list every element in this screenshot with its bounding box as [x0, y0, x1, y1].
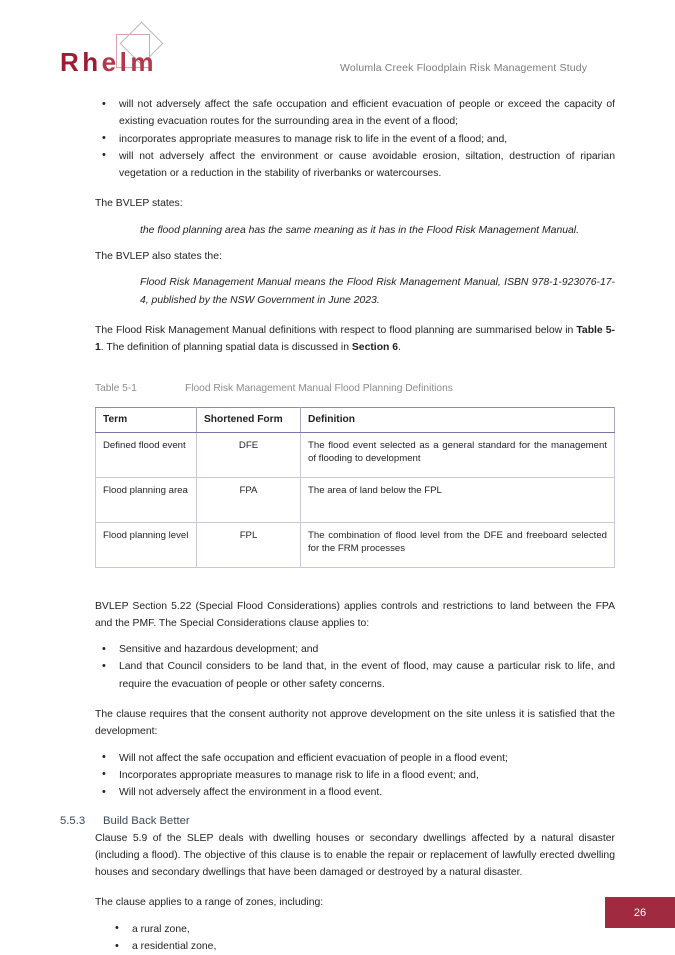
table-cell-short: FPA: [197, 477, 301, 522]
table-cell-short: DFE: [197, 432, 301, 477]
spacer: [0, 265, 675, 274]
list-item: • a rural zone,: [0, 921, 675, 938]
section-heading-build-back-better: [0, 815, 675, 827]
list-item: • incorporates appropriate measures to manage risk to life in the event of a flood; and,: [0, 131, 675, 148]
logo-wordmark: [60, 49, 157, 75]
table-header-term: Term: [96, 407, 197, 432]
list-item: • Land that Council considers to be land that, in the event of flood, may cause a particular risk to life, and require the evacuation of people or other safety concerns.: [0, 658, 675, 693]
spacer: [0, 213, 675, 222]
table-row: [96, 522, 615, 567]
bullet-list-zones: [0, 921, 675, 955]
definitions-table: [95, 407, 615, 568]
paragraph-bvlep-states: The BVLEP states:: [95, 198, 183, 210]
paragraph-definitions-summary: [0, 322, 675, 357]
paragraph-clause-59: Clause 5.9 of the SLEP deals with dwelling houses or secondary dwellings affected by a natural disaster (including a flood). The objective of this clause is to enable the repair or replacement of lawfully erected dwelling houses and secondary dwellings that have been damaged or destroyed by a natural disaster.: [95, 832, 615, 879]
list-item: • will not adversely affect the environment or cause avoidable erosion, siltation, destruction of riparian vegetation or a reduction in the stability of riverbanks or watercourses.: [0, 148, 675, 183]
spacer: [0, 357, 675, 374]
list-item: • a residential zone,: [0, 938, 675, 955]
spacer: [0, 309, 675, 322]
table-cell-definition: The combination of flood level from the DFE and freeboard selected for the FRM processes: [301, 522, 615, 567]
list-item: • Will not affect the safe occupation and efficient evacuation of people in a flood event;: [0, 750, 675, 767]
table-cell-definition: The flood event selected as a general standard for the management of flooding to development: [301, 432, 615, 477]
logo-letter-m: m: [130, 47, 157, 77]
table-caption-number: Table 5-1: [95, 382, 137, 394]
table-header-row: [96, 407, 615, 432]
quote-flood-planning-area: the flood planning area has the same meaning as it has in the Flood Risk Management Manual.: [140, 224, 579, 236]
spacer: [0, 374, 675, 383]
table-caption: [0, 383, 675, 394]
list-item: • Incorporates appropriate measures to manage risk to life in a flood event; and,: [0, 767, 675, 784]
logo-letter-r: R: [60, 47, 83, 77]
spacer: [0, 182, 675, 195]
list-item: • Sensitive and hazardous development; and: [0, 641, 675, 658]
table-row: [96, 477, 615, 522]
spacer: [0, 585, 675, 598]
table-cell-term: Defined flood event: [96, 432, 197, 477]
spacer: [0, 802, 675, 815]
page-content: [0, 96, 675, 955]
table-cell-term: Flood planning area: [96, 477, 197, 522]
logo-letter-h: h: [82, 47, 102, 77]
quote-frmm-definition: Flood Risk Management Manual means the Flood Risk Management Manual, ISBN 978-1-923076-17-4, published by the NSW Government in June 2023.: [140, 277, 615, 306]
paragraph-clause-requires: The clause requires that the consent authority not approve development on the site unless it is satisfied that the development:: [95, 709, 615, 738]
table-cell-term: Flood planning level: [96, 522, 197, 567]
table-reference: Table 5-1: [95, 324, 616, 354]
header-document-title: Wolumla Creek Floodplain Risk Management Study: [340, 62, 588, 74]
definitions-text-part-3: .: [398, 342, 401, 354]
bullet-list-special-considerations: [0, 641, 675, 693]
table-header-shortened-form: Shortened Form: [197, 407, 301, 432]
bullet-list-clause-requirements: [0, 750, 675, 802]
spacer: [0, 239, 675, 248]
page-number-badge: 26: [605, 897, 675, 928]
page-header: [0, 0, 675, 96]
spacer: [0, 881, 675, 894]
spacer: [0, 912, 675, 921]
list-item: • will not adversely affect the safe occupation and efficient evacuation of people or exceed the capacity of existing evacuation routes for the surrounding area in the event of a flood;: [0, 96, 675, 131]
definitions-table-wrapper: [0, 407, 675, 568]
table-row: [96, 432, 615, 477]
definitions-text-part-1: The Flood Risk Management Manual definitions with respect to flood planning are summarised below in: [95, 324, 577, 336]
rhelm-logo: [60, 28, 195, 83]
table-header-definition: Definition: [301, 407, 615, 432]
section-title: Build Back Better: [103, 814, 190, 827]
spacer: [0, 693, 675, 706]
spacer: [0, 568, 675, 585]
section-reference: Section 6: [351, 342, 399, 354]
bullet-list-development-criteria: [0, 96, 675, 182]
paragraph-zones-intro: The clause applies to a range of zones, including:: [95, 897, 324, 909]
paragraph-bvlep-section-522: BVLEP Section 5.22 (Special Flood Considerations) applies controls and restrictions to land between the FPA and the PMF. The Special Considerations clause applies to:: [95, 600, 615, 629]
definitions-text-part-2: . The definition of planning spatial data is discussed in: [100, 342, 352, 354]
table-cell-short: FPL: [197, 522, 301, 567]
list-item: • Will not adversely affect the environment in a flood event.: [0, 784, 675, 801]
section-number: 5.5.3: [60, 814, 86, 827]
spacer: [0, 394, 675, 407]
paragraph-bvlep-also-states: The BVLEP also states the:: [95, 251, 222, 263]
table-cell-definition: The area of land below the FPL: [301, 477, 615, 522]
logo-letter-e: e: [101, 47, 120, 77]
table-caption-title: Flood Risk Management Manual Flood Planning Definitions: [185, 382, 453, 394]
logo-letter-l: l: [119, 47, 131, 77]
